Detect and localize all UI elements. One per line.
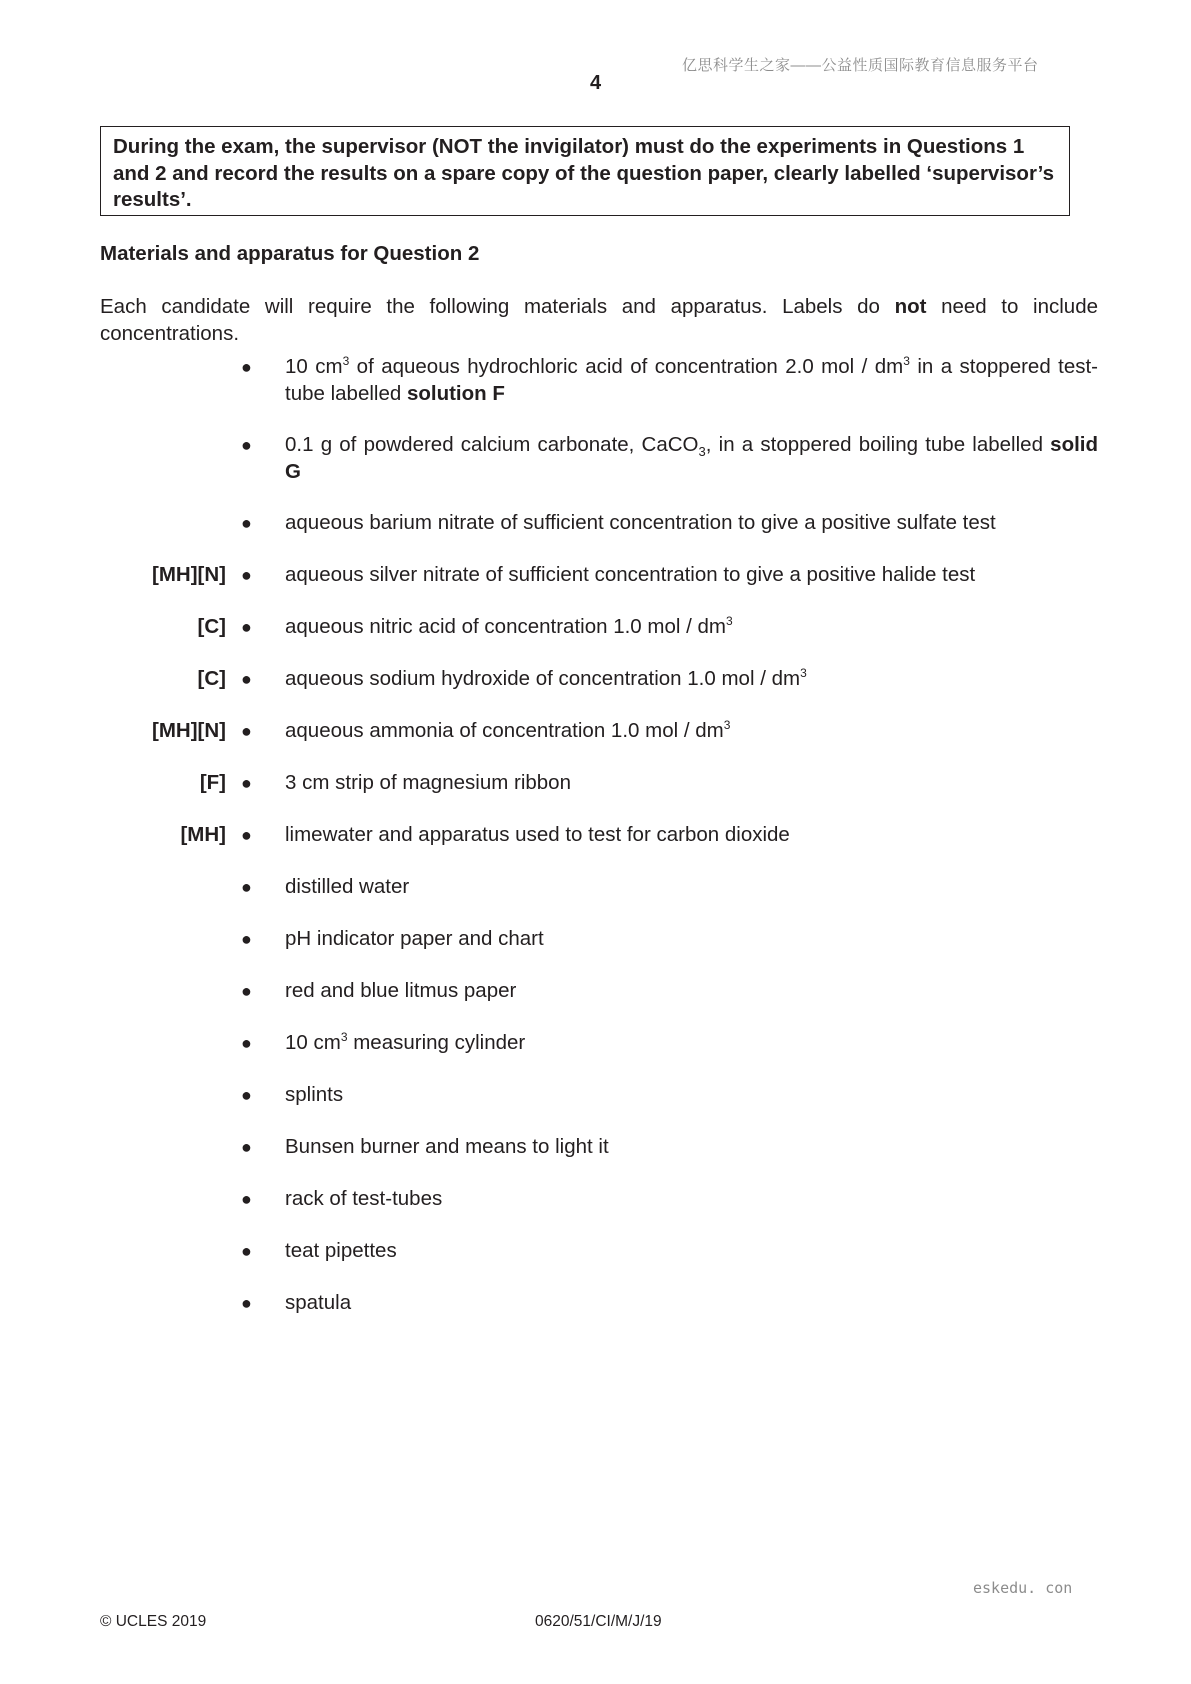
list-item-text: teat pipettes: [285, 1239, 397, 1262]
list-item-text: limewater and apparatus used to test for carbon dioxide: [285, 823, 790, 846]
list-item-text: aqueous silver nitrate of sufficient concentration to give a positive halide test: [285, 563, 976, 586]
list-item-text: [285, 432, 1098, 485]
subscript: 3: [698, 444, 706, 459]
list-item-text: Bunsen burner and means to light it: [285, 1135, 609, 1158]
list-item-text: [285, 614, 1098, 641]
bullet-icon: ●: [241, 1033, 252, 1053]
list-item-text: [285, 718, 1098, 745]
intro-text-before: Each candidate will require the following materials and apparatus. Labels do: [100, 295, 880, 318]
bullet-icon: ●: [241, 1137, 252, 1157]
bullet-icon: ●: [241, 825, 252, 845]
intro-paragraph: [100, 294, 1098, 347]
superscript: 3: [340, 1030, 348, 1044]
intro-text-after: need to include concentrations.: [100, 295, 1098, 345]
superscript: 3: [342, 354, 350, 368]
bullet-icon: ●: [241, 435, 252, 455]
item-text-part: 10 cm: [285, 1031, 341, 1054]
list-item-text: splints: [285, 1083, 344, 1106]
item-text-part: 10 cm: [285, 355, 343, 378]
list-item-text: spatula: [285, 1291, 352, 1314]
superscript: 3: [903, 354, 910, 368]
item-text-part: , in a stoppered boiling tube labelled: [705, 433, 1051, 456]
list-item-text: aqueous barium nitrate of sufficient concentration to give a positive sulfate test: [285, 511, 996, 534]
item-tag: [MH]: [180, 823, 226, 846]
list-item-text: red and blue litmus paper: [285, 979, 517, 1002]
bullet-icon: ●: [241, 1189, 252, 1209]
superscript: 3: [723, 718, 731, 732]
bullet-icon: ●: [241, 877, 252, 897]
item-tag: [MH][N]: [152, 719, 226, 742]
supervisor-notice-text: During the exam, the supervisor (NOT the invigilator) must do the experiments in Questions 1 and 2 and record the results on a spare copy of the question paper, clearly labelled ‘supervisor’s results’.: [113, 135, 1055, 211]
intro-text-bold: not: [894, 295, 927, 318]
bullet-icon: ●: [241, 357, 252, 377]
bullet-icon: ●: [241, 1085, 252, 1105]
item-tag: [C]: [197, 667, 226, 690]
bullet-icon: ●: [241, 929, 252, 949]
supervisor-notice-box: [100, 126, 1070, 216]
item-tag: [MH][N]: [152, 563, 226, 586]
header-watermark: 亿思科学生之家——公益性质国际教育信息服务平台: [682, 57, 1039, 74]
list-item-text: pH indicator paper and chart: [285, 927, 544, 950]
bullet-icon: ●: [241, 565, 252, 585]
bullet-icon: ●: [241, 773, 252, 793]
bullet-icon: ●: [241, 981, 252, 1001]
paper-code: 0620/51/CI/M/J/19: [535, 1613, 662, 1630]
item-text-part: in a stoppered test-tube labelled: [285, 355, 1099, 405]
item-text-part: of aqueous hydrochloric acid of concentration 2.0 mol / dm: [349, 355, 904, 378]
copyright-notice: © UCLES 2019: [100, 1613, 207, 1630]
item-text-part: aqueous ammonia of concentration 1.0 mol / dm: [285, 719, 724, 742]
item-text-part: measuring cylinder: [347, 1031, 526, 1054]
section-heading: Materials and apparatus for Question 2: [100, 242, 480, 265]
page-number: 4: [590, 72, 602, 94]
label-solution-f: solution F: [406, 381, 505, 405]
list-item-text: 3 cm strip of magnesium ribbon: [285, 771, 571, 794]
bullet-icon: ●: [241, 1241, 252, 1261]
list-item-text: [285, 354, 1098, 407]
bullet-icon: ●: [241, 721, 252, 741]
item-text-part: aqueous sodium hydroxide of concentration 1.0 mol / dm: [285, 667, 801, 690]
item-text-part: aqueous nitric acid of concentration 1.0 mol / dm: [285, 615, 726, 638]
item-tag: [C]: [197, 615, 226, 638]
superscript: 3: [726, 614, 733, 628]
bullet-icon: ●: [241, 617, 252, 637]
bullet-icon: ●: [241, 1293, 252, 1313]
footer-watermark: eskedu. con: [973, 1579, 1073, 1597]
superscript: 3: [800, 666, 807, 680]
list-item-text: rack of test-tubes: [285, 1187, 443, 1210]
item-text-part: 0.1 g of powdered calcium carbonate, CaCO: [285, 433, 699, 456]
list-item-text: distilled water: [285, 875, 410, 898]
bullet-icon: ●: [241, 513, 252, 533]
item-tag: [F]: [199, 771, 226, 794]
list-item-text: [285, 1030, 1098, 1057]
bullet-icon: ●: [241, 669, 252, 689]
list-item-text: [285, 666, 1098, 693]
label-solid-g: solid G: [285, 433, 1099, 483]
